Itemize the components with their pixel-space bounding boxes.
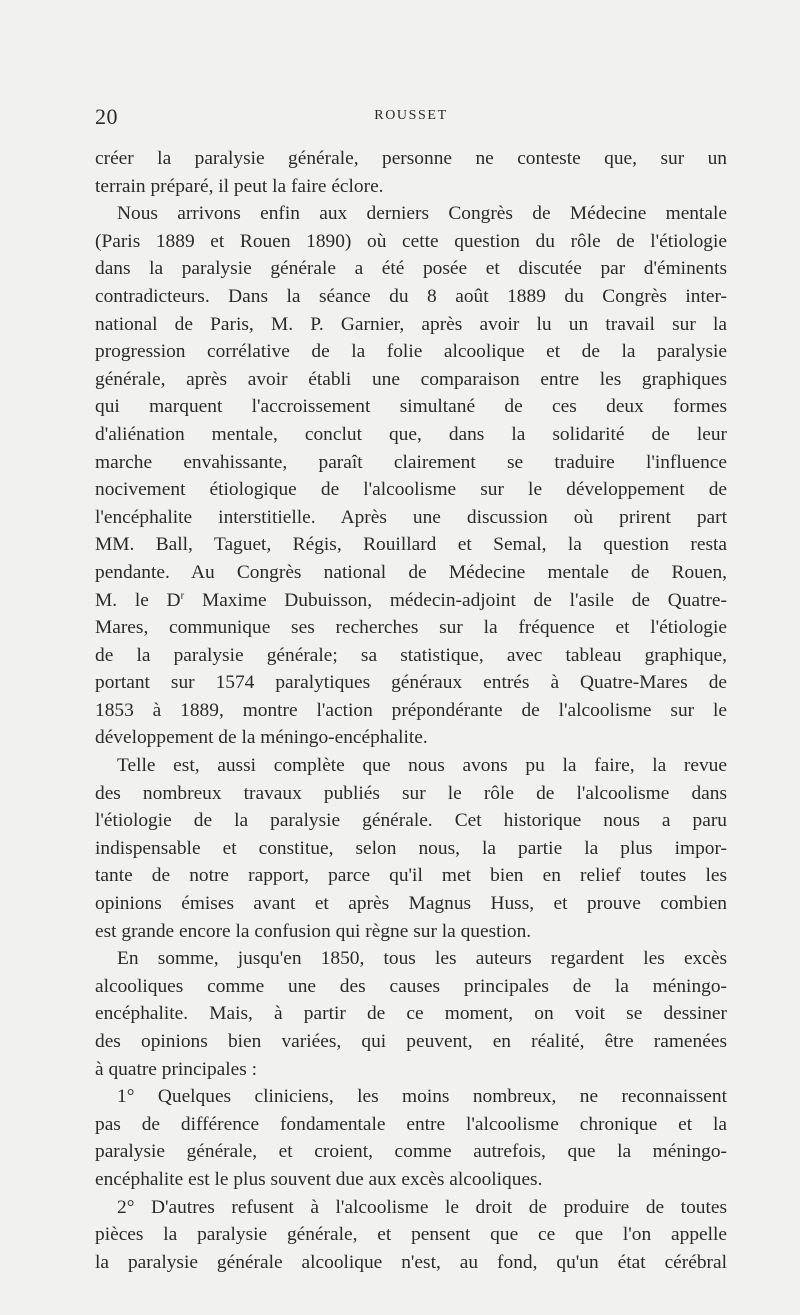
text-line: MM. Ball, Taguet, Régis, Rouillard et Semal, la question resta	[95, 534, 727, 556]
text-line: portant sur 1574 paralytiques généraux entrés à Quatre-Mares de	[95, 672, 727, 694]
text-line-with-superscript	[95, 587, 727, 615]
text-fragment: M. le D	[95, 589, 181, 611]
text-line: contradicteurs. Dans la séance du 8 août 1889 du Congrès inter-	[95, 285, 727, 307]
text-line: 2° D'autres refusent à l'alcoolisme le droit de produire de toutes	[117, 1196, 727, 1218]
text-line: 1853 à 1889, montre l'action prépondérante de l'alcoolisme sur le	[95, 699, 727, 721]
text-line: alcooliques comme une des causes principales de la méningo-	[95, 975, 727, 997]
text-line: des opinions bien variées, qui peuvent, en réalité, être ramenées	[95, 1031, 727, 1052]
text-line: Telle est, aussi complète que nous avons pu la faire, la revue	[117, 755, 727, 777]
text-line: Mares, communique ses recherches sur la fréquence et l'étiologie	[95, 617, 727, 639]
text-line: créer la paralysie générale, personne ne conteste que, sur un	[95, 148, 727, 169]
running-head: ROUSSET	[374, 108, 448, 123]
text-line: encéphalite est le plus souvent due aux excès alcooliques.	[95, 1168, 543, 1190]
text-line: tante de notre rapport, parce qu'il met bien en relief toutes les	[95, 865, 727, 887]
text-line: est grande encore la confusion qui règne sur la question.	[95, 920, 532, 942]
text-line: pièces la paralysie générale, et pensent que ce que l'on appelle	[95, 1224, 727, 1246]
text-line: l'étiologie de la paralysie générale. Cet historique nous a paru	[95, 810, 727, 832]
text-line: à quatre principales :	[95, 1058, 258, 1080]
text-line: (Paris 1889 et Rouen 1890) où cette question du rôle de l'étiologie	[95, 230, 727, 252]
page-header	[95, 104, 727, 134]
text-line: des nombreux travaux publiés sur le rôle de l'alcoolisme dans	[95, 782, 727, 804]
text-line: développement de la méningo-encéphalite.	[95, 727, 428, 749]
text-line: générale, après avoir établi une comparaison entre les graphiques	[95, 368, 727, 390]
text-line: En somme, jusqu'en 1850, tous les auteurs regardent les excès	[117, 948, 727, 970]
superscript: r	[180, 589, 185, 602]
text-fragment: Maxime Dubuisson, médecin-adjoint de l'asile de Quatre-	[184, 589, 727, 611]
text-line: 1° Quelques cliniciens, les moins nombreux, ne reconnaissent	[117, 1086, 727, 1108]
body-text	[95, 145, 727, 1276]
text-line: pas de différence fondamentale entre l'alcoolisme chronique et la	[95, 1113, 727, 1135]
text-line: pendante. Au Congrès national de Médecine mentale de Rouen,	[95, 561, 727, 583]
text-line: terrain préparé, il peut la faire éclore.	[95, 175, 384, 197]
page-number: 20	[95, 104, 118, 129]
text-line: indispensable et constitue, selon nous, la partie la plus impor-	[95, 837, 727, 859]
text-line: l'encéphalite interstitielle. Après une discussion où prirent part	[95, 506, 727, 528]
text-line: national de Paris, M. P. Garnier, après avoir lu un travail sur la	[95, 313, 727, 335]
text-line: marche envahissante, paraît clairement se traduire l'influence	[95, 451, 727, 473]
text-line: de la paralysie générale; sa statistique, avec tableau graphique,	[95, 644, 727, 666]
text-line: nocivement étiologique de l'alcoolisme sur le développement de	[95, 479, 727, 501]
text-line: la paralysie générale alcoolique n'est, au fond, qu'un état cérébral	[95, 1251, 727, 1273]
text-line: Nous arrivons enfin aux derniers Congrès de Médecine mentale	[117, 203, 727, 225]
text-line: encéphalite. Mais, à partir de ce moment, on voit se dessiner	[95, 1003, 727, 1025]
text-line: opinions émises avant et après Magnus Huss, et prouve combien	[95, 893, 727, 915]
text-line: d'aliénation mentale, conclut que, dans la solidarité de leur	[95, 423, 727, 445]
text-line: dans la paralysie générale a été posée et discutée par d'éminents	[95, 258, 727, 280]
text-line: qui marquent l'accroissement simultané de ces deux formes	[95, 396, 727, 418]
text-line: progression corrélative de la folie alcoolique et de la paralysie	[95, 341, 727, 363]
text-line: paralysie générale, et croient, comme autrefois, que la méningo-	[95, 1141, 727, 1163]
